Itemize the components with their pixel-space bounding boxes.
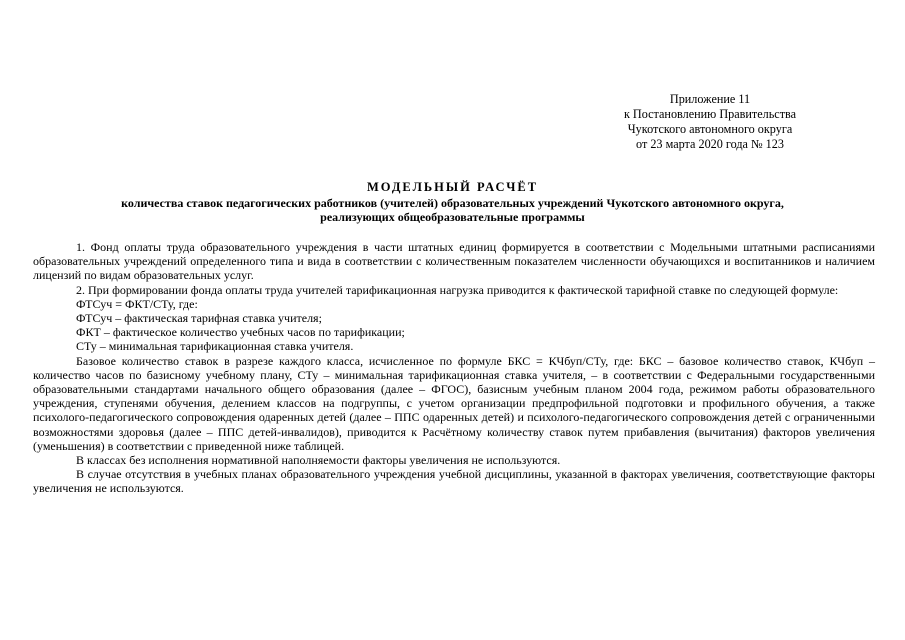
document-title: МОДЕЛЬНЫЙ РАСЧЁТ xyxy=(366,180,539,194)
formula-definition-stu: СТу – минимальная тарификационная ставка учителя. xyxy=(76,339,354,354)
paragraph-1: 1. Фонд оплаты труда образовательного учреждения в части штатных единиц формируется в соответствии с Модельными штатными расписаниями образовательных учреждений определенного типа и вида в соответствии с количественным показателем численности обучающихся и воспитанников и наличием лицензий по видам образовательных услуг. xyxy=(33,240,875,283)
appendix-resolution: к Постановлению Правительства xyxy=(623,107,797,121)
formula-definition-fkt: ФКТ – фактическое количество учебных часов по тарификации; xyxy=(76,325,405,340)
appendix-number: Приложение 11 xyxy=(669,92,751,106)
paragraph-base-rates: Базовое количество ставок в разрезе каждого класса, исчисленное по формуле БКС = КЧбуп/СТу, где: БКС – базовое количество ставок, КЧбуп – количество часов по базисному учебному плану, СТу – минимальная тарификационная ставка учителя, – в соответствии с Федеральными государственными образовательными стандартами начального общего образования (далее – ФГОС), базисным учебным планом 2004 года, режимом работы образовательного учреждения, ступенями обучения, делением классов на подгруппы, с учетом организации предпрофильной подготовки и профильного обучения, а также психолого-педагогического сопровождения одаренных детей (далее – ППС одаренных детей) и психолого-педагогического сопровождения детей с ограниченными возможностями здоровья (далее – ППС детей-инвалидов), приводится к Расчётному количеству ставок путем прибавления (вычитания) факторов увеличения (уменьшения) в соответствии с приведенной ниже таблицей. xyxy=(33,353,875,453)
paragraph-absence-of-discipline: В случае отсутствия в учебных планах образовательного учреждения учебной дисциплины, указанной в факторах увеличения, соответствующие факторы увеличения не используются. xyxy=(33,467,875,496)
formula-line: ФТСуч = ФКТ/СТу, где: xyxy=(76,296,198,311)
document-subtitle xyxy=(40,196,865,224)
appendix-header xyxy=(560,92,860,152)
appendix-date: от 23 марта 2020 года № 123 xyxy=(636,137,784,151)
formula-definition-ftsuch: ФТСуч – фактическая тарифная ставка учителя; xyxy=(76,311,322,326)
paragraph-no-factors: В классах без исполнения нормативной наполняемости факторы увеличения не используются. xyxy=(76,453,561,468)
document-body xyxy=(33,240,875,496)
paragraph-2: 2. При формировании фонда оплаты труда учителей тарификационная нагрузка приводится к фактической тарифной ставке по следующей формуле: xyxy=(76,282,839,297)
subtitle-line-1: количества ставок педагогических работников (учителей) образовательных учреждений Чукотского автономного округа, xyxy=(121,196,784,210)
appendix-region: Чукотского автономного округа xyxy=(627,122,793,136)
subtitle-line-2: реализующих общеобразовательные программы xyxy=(320,210,585,224)
